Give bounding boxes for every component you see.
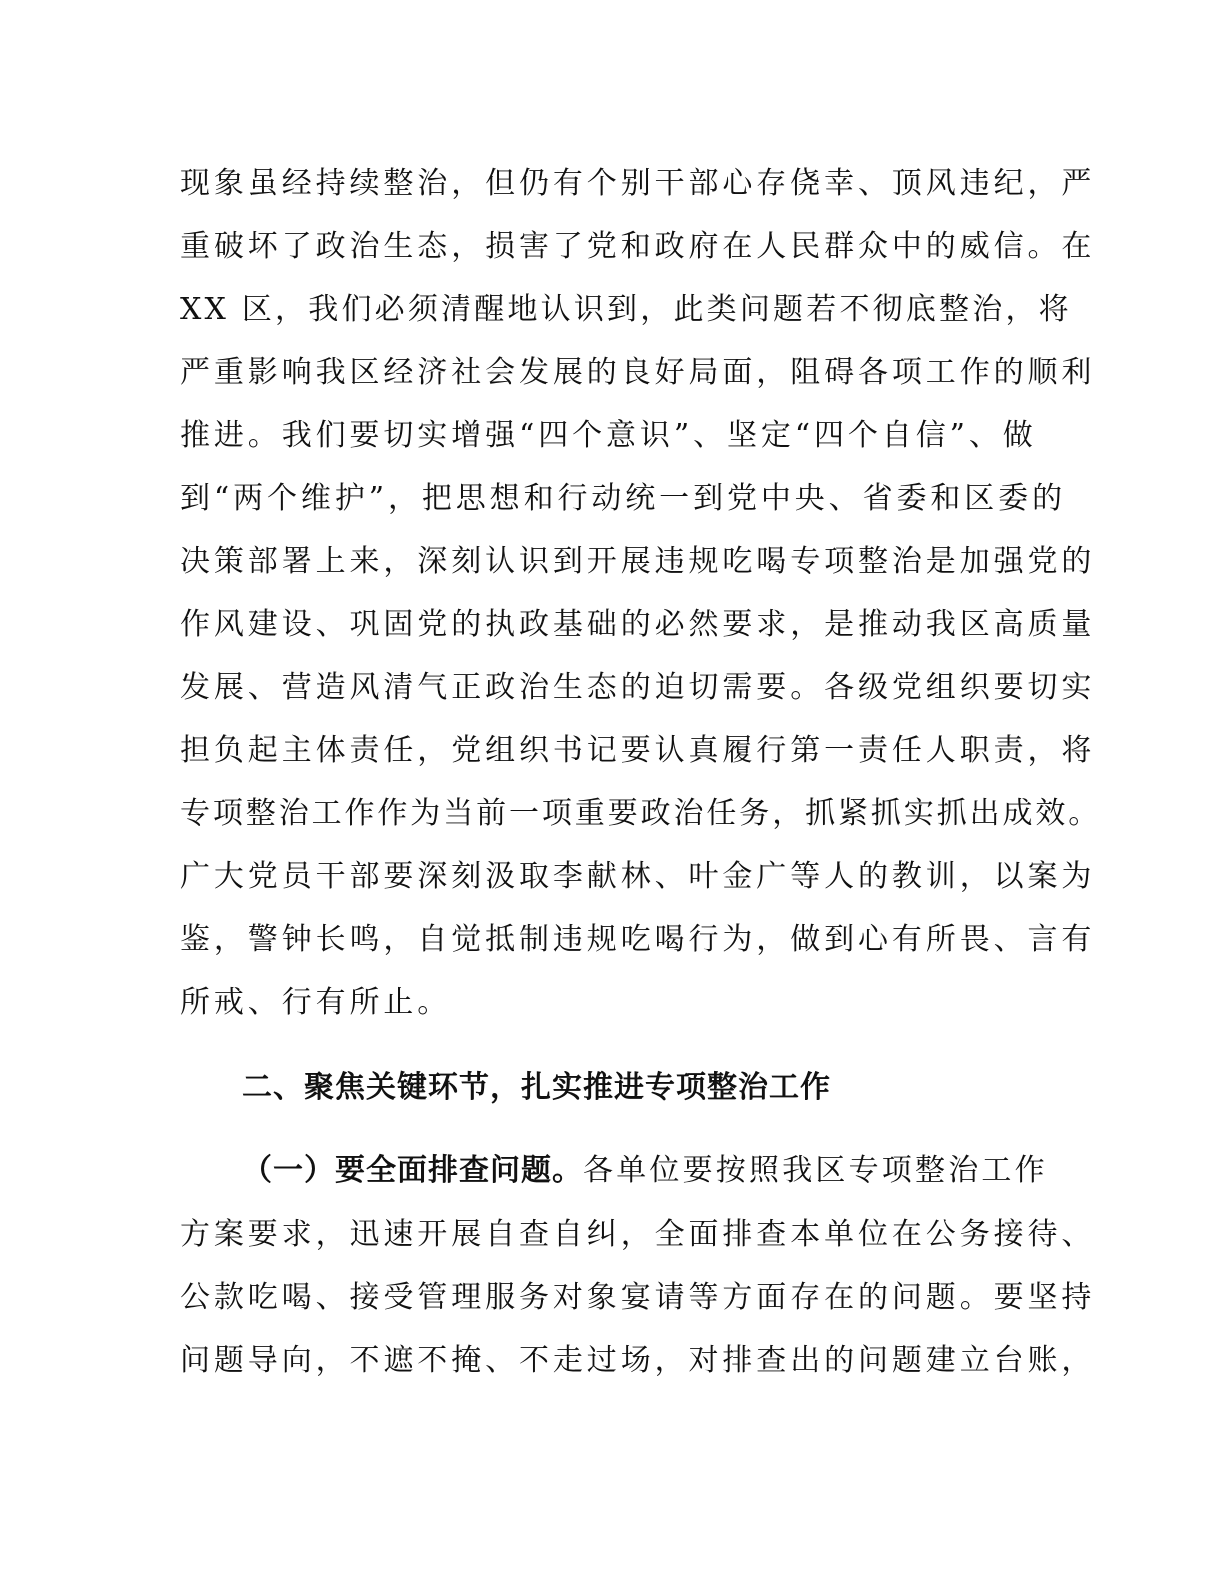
body-text-line: 公款吃喝、接受管理服务对象宴请等方面存在的问题。要坚持	[180, 1280, 1096, 1315]
body-text-line: 担负起主体责任，党组织书记要认真履行第一责任人职责，将	[180, 733, 1096, 768]
body-text-line: 决策部署上来，深刻认识到开展违规吃喝专项整治是加强党的	[180, 544, 1096, 579]
body-text-line: 现象虽经持续整治，但仍有个别干部心存侥幸、顶风违纪，严	[180, 166, 1096, 201]
body-text-line: 方案要求，迅速开展自查自纠，全面排查本单位在公务接待、	[180, 1217, 1096, 1252]
body-text-line: 鉴，警钟长鸣，自觉抵制违规吃喝行为，做到心有所畏、言有	[180, 922, 1096, 957]
body-text-line: 作风建设、巩固党的执政基础的必然要求，是推动我区高质量	[180, 607, 1096, 642]
section-heading: 二、聚焦关键环节，扎实推进专项整治工作	[242, 1070, 831, 1105]
body-text-line: 广大党员干部要深刻汲取李献林、叶金广等人的教训，以案为	[180, 859, 1096, 894]
subsection-first-line	[242, 1151, 1048, 1191]
subsection-lead: （一）要全面排查问题。	[242, 1153, 583, 1188]
subsection-first-line-rest: 各单位要按照我区专项整治工作	[583, 1153, 1048, 1188]
body-text-line: 到“两个维护”，把思想和行动统一到党中央、省委和区委的	[180, 481, 1066, 516]
body-text-line: XX 区，我们必须清醒地认识到，此类问题若不彻底整治，将	[180, 292, 1072, 327]
body-text-line: 严重影响我区经济社会发展的良好局面，阻碍各项工作的顺利	[180, 355, 1096, 390]
body-text-line: 推进。我们要切实增强“四个意识”、坚定“四个自信”、做	[180, 418, 1037, 453]
body-text-line: 问题导向，不遮不掩、不走过场，对排查出的问题建立台账，	[180, 1343, 1096, 1378]
body-text-line: 发展、营造风清气正政治生态的迫切需要。各级党组织要切实	[180, 670, 1096, 705]
body-text-line: 重破坏了政治生态，损害了党和政府在人民群众中的威信。在	[180, 229, 1096, 264]
body-text-line: 所戒、行有所止。	[180, 985, 452, 1020]
body-text-line: 专项整治工作作为当前一项重要政治任务，抓紧抓实抓出成效。	[180, 796, 1102, 831]
